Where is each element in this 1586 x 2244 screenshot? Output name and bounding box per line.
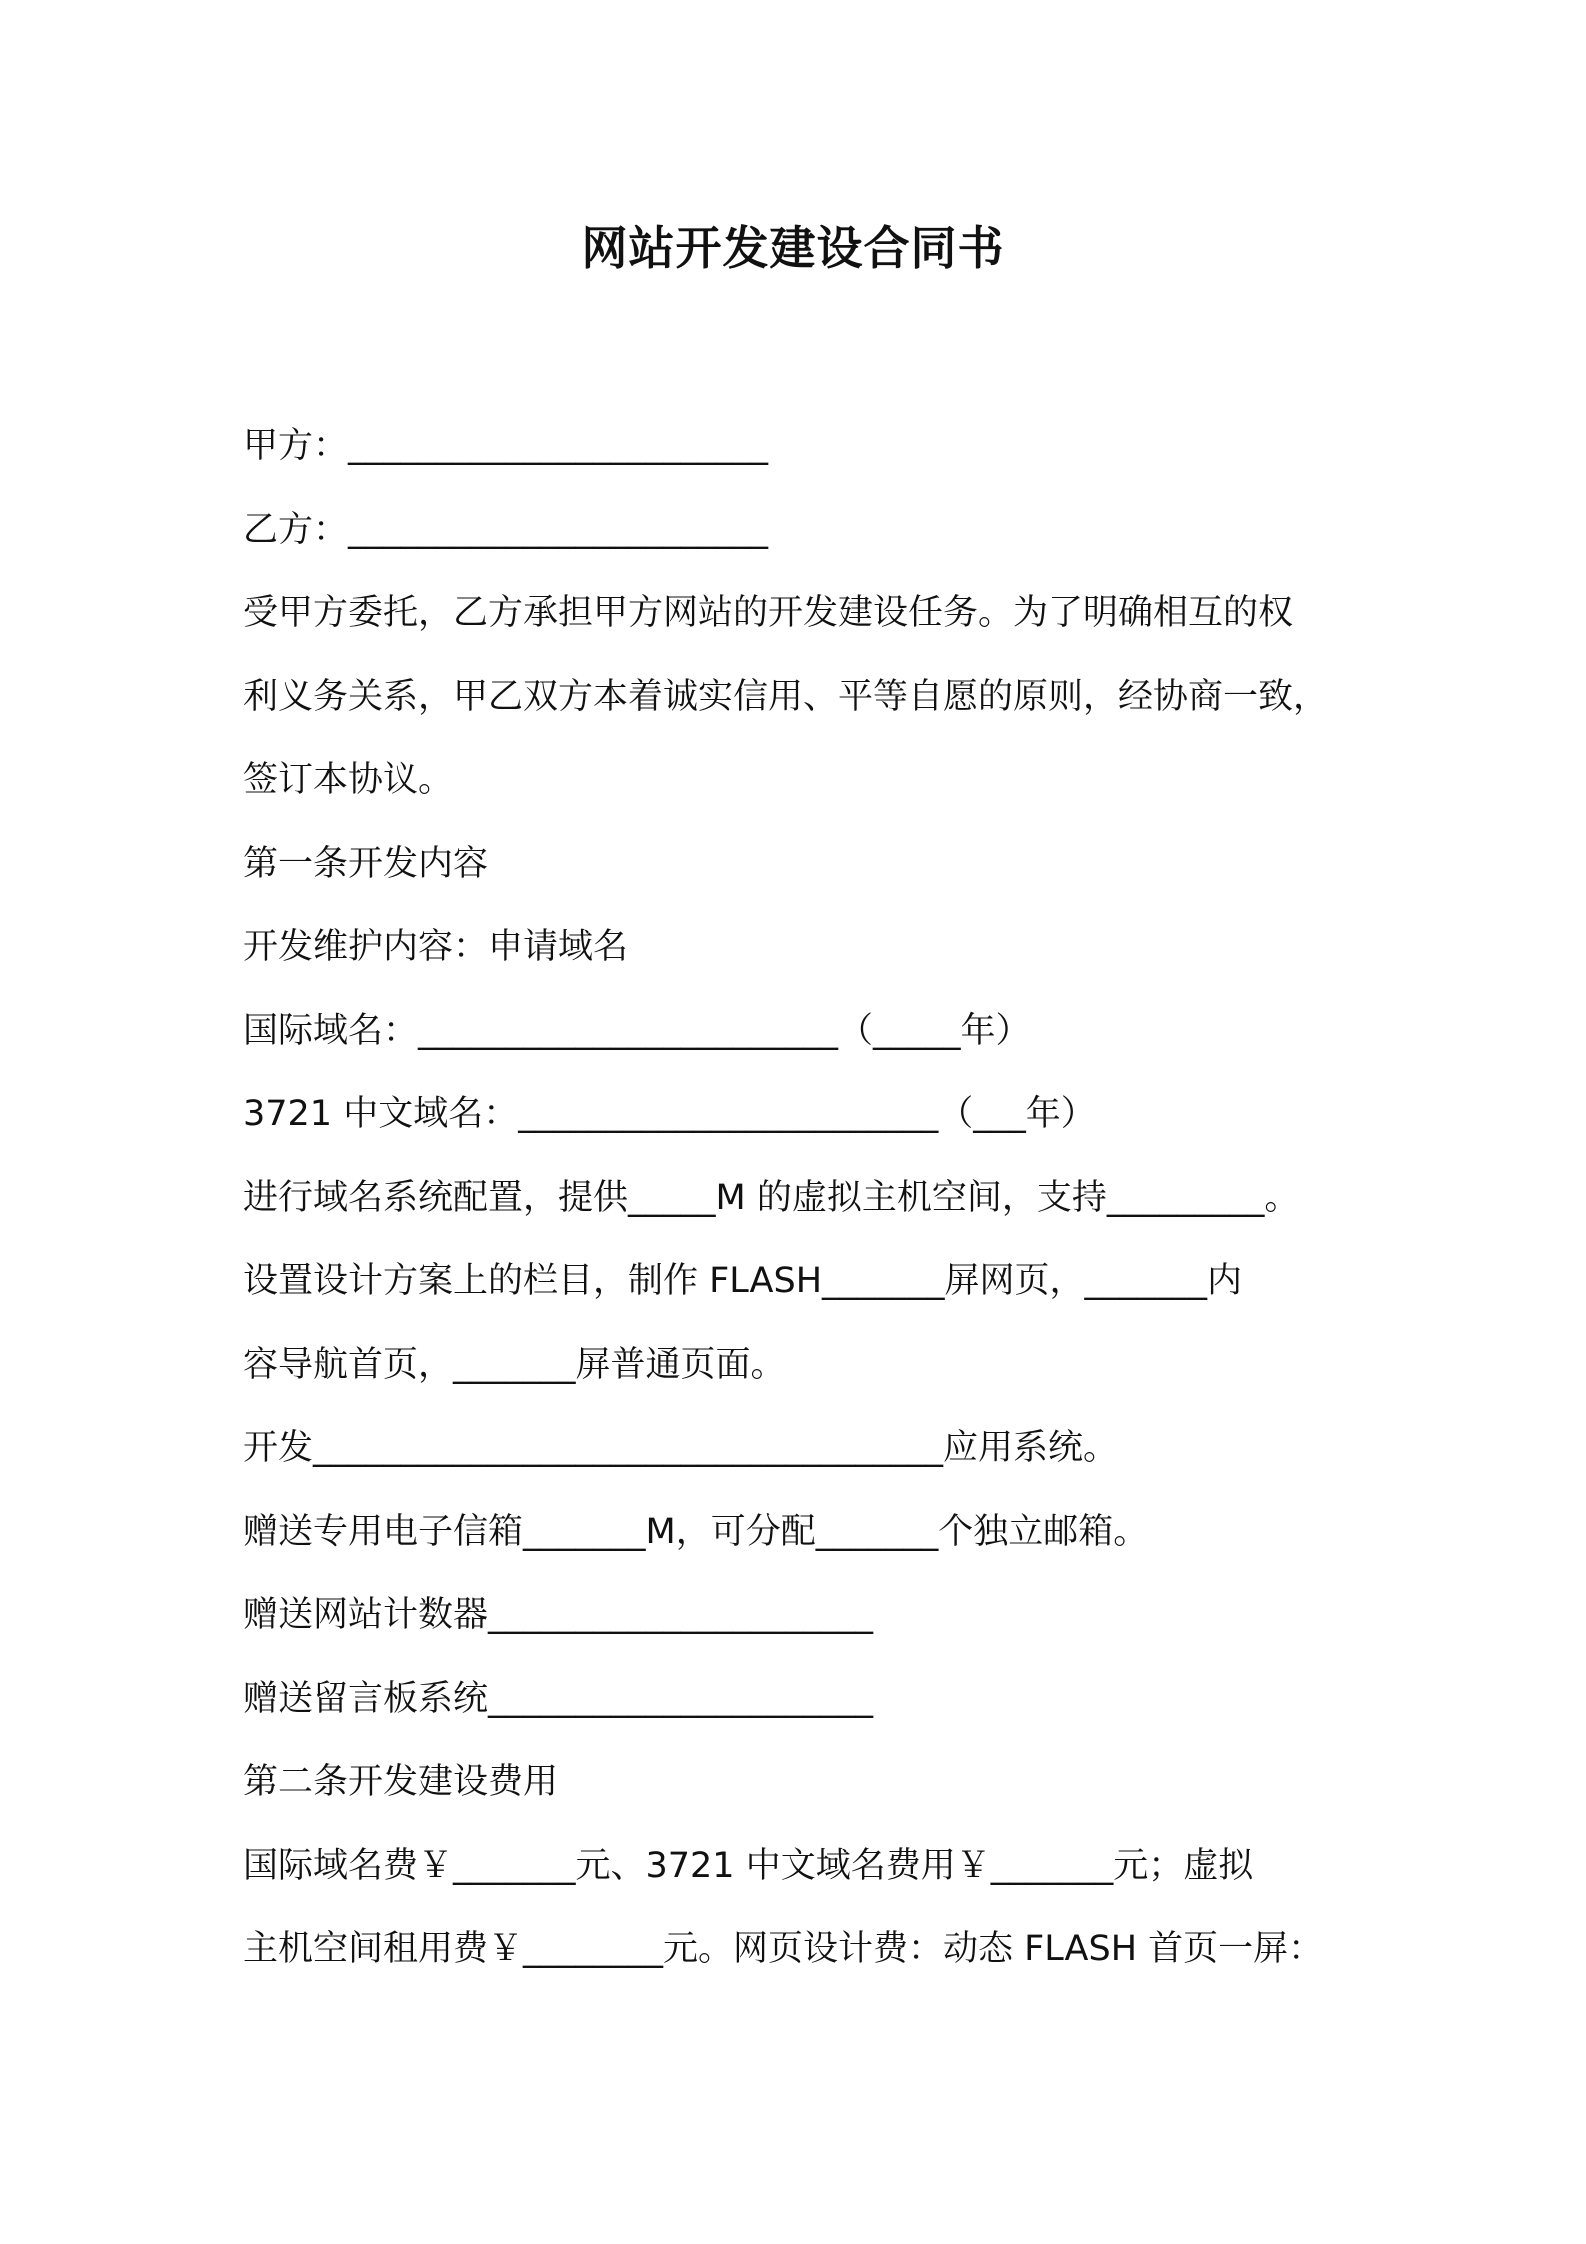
guestbook-line: 赠送留言板系统______________________ — [243, 1678, 874, 1719]
intro-paragraph-line: 签订本协议。 — [243, 760, 454, 800]
intro-paragraph-line: 利义务关系，甲乙双方本着诚实信用、平等自愿的原则，经协商一致， — [243, 676, 1329, 717]
counter-line: 赠送网站计数器______________________ — [243, 1595, 874, 1635]
document-title: 网站开发建设合同书 — [581, 221, 1005, 275]
party-a-line: 甲方：________________________ — [243, 426, 769, 466]
chinese-domain-line: 3721 中文域名：________________________（___年） — [243, 1094, 1096, 1134]
design-scheme-line: 容导航首页，_______屏普通页面。 — [243, 1344, 786, 1385]
article-2-heading: 第二条开发建设费用 — [243, 1762, 559, 1802]
international-domain-line: 国际域名：________________________（_____年） — [243, 1010, 1031, 1051]
mailbox-line: 赠送专用电子信箱_______M，可分配_______个独立邮箱。 — [243, 1511, 1149, 1552]
application-system-line: 开发____________________________________应用系统。 — [243, 1428, 1119, 1468]
article-1-heading: 第一条开发内容 — [243, 843, 489, 884]
intro-paragraph-line: 受甲方委托，乙方承担甲方网站的开发建设任务。为了明确相互的权 — [243, 593, 1294, 633]
maintenance-content-line: 开发维护内容：申请域名 — [243, 927, 629, 967]
document-body — [243, 405, 1363, 1992]
fees-line: 国际域名费￥_______元、3721 中文域名费用￥_______元；虚拟 — [243, 1845, 1254, 1886]
fees-line: 主机空间租用费￥________元。网页设计费：动态 FLASH 首页一屏： — [243, 1929, 1324, 1969]
dns-config-line: 进行域名系统配置，提供_____M 的虚拟主机空间，支持_________。 — [243, 1177, 1300, 1218]
party-b-line: 乙方：________________________ — [243, 509, 769, 550]
design-scheme-line: 设置设计方案上的栏目，制作 FLASH_______屏网页，_______内 — [243, 1261, 1243, 1301]
